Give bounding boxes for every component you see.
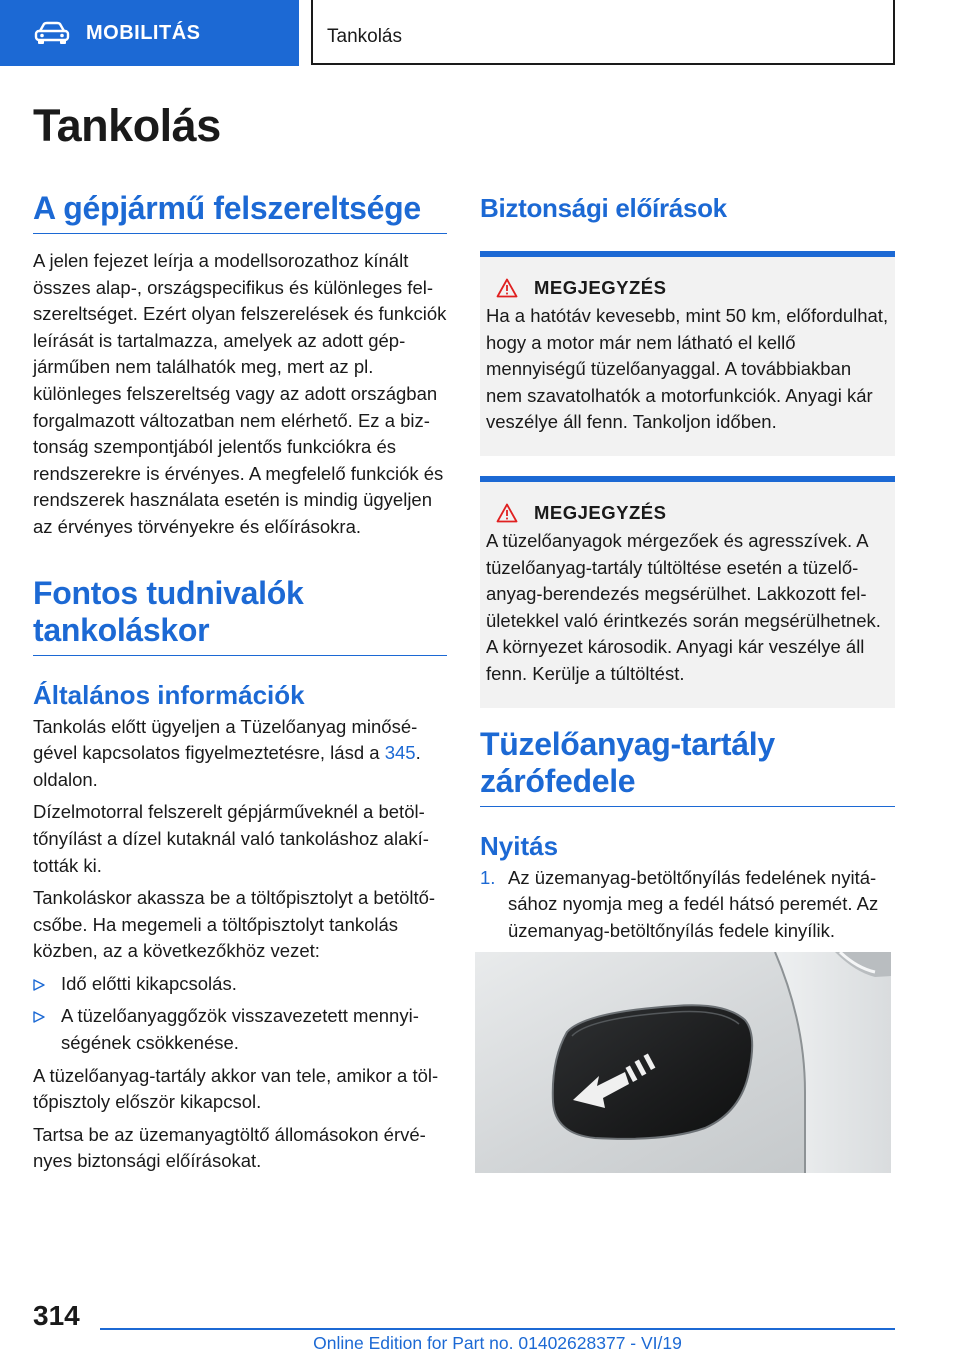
right-column [480,190,895,944]
list-item-text: A tüzelőanyaggőzök visszavezetett mennyiségének csökkenése. [61,1005,419,1054]
fuel-quality-text: Tankolás előtt ügyeljen a Tüzelőanyag minőségével kapcsolatos figyelmeztetésre, lásd a [33,715,418,764]
warning-icon [496,503,518,523]
chapter-label: Tankolás [327,26,402,47]
left-column [33,190,447,1175]
page-number: 314 [33,1300,80,1331]
note-title: MEGJEGYZÉS [534,501,667,523]
note-box [480,251,895,456]
section-label: MOBILITÁS [86,21,201,44]
nozzle-paragraph: Tankoláskor akassza be a töltőpisztolyt a betöltőcsőbe. Ha megemeli a töltőpisztolyt tankolás közben, az a következőkhöz vezet: [33,887,436,962]
opening-steps [480,865,895,945]
note-box [480,476,895,708]
general-info-heading: Általános információk [33,679,305,710]
fuel-quality-paragraph [33,714,447,794]
important-heading: Fontos tudnivalók tankoláskor [33,575,447,656]
step-number: 1. [480,866,496,888]
consequence-list [33,971,447,1057]
safety-heading: Biztonsági előírások [480,193,727,223]
note-text: A tüzelőanyagok mérgezőek és agresszívek. A tüzelőanyag-tartály túltöltése esetén a tüzelőanyag-berendezés megsérülhet. Lakkozott felületekkel való érintkezés során megsérülhetnek. A környezet károsodik. Anyagi kár veszélye áll fenn. Kerülje a túltöltést. [486,529,881,684]
list-item [33,971,447,998]
edition-text: Online Edition for Part no. 01402628377 - VI/19 [313,1333,682,1353]
fuel-quality-text-end: . oldalon. [33,742,421,790]
section-tab[interactable] [0,0,299,66]
equipment-body: A jelen fejezet leírja a modellsorozathoz kínált összes alap-, országspecifikus és különleges felszereltséget. Ezért olyan felszerelések és funkciók leírását is tartalmazza, amelyek az adott gépjárműben nem találhatók meg, mert az pl. különleges felszereltség vagy az adott országban forgalmazott változatban nem elérhető. Ez a biztonság szempontjából jelentős funkciókra és rendszerekre is érvényes. A megfelelő funkciók és rendszerek használata esetén is mindig ügyeljen az érvényes törvényekre és előírásokra. [33,250,447,537]
note-header [486,502,889,524]
triangle-bullet-icon [33,979,45,991]
note-title: MEGJEGYZÉS [534,277,667,298]
page-title: Tankolás [33,100,221,151]
chapter-tab[interactable] [311,0,895,65]
equipment-heading: A gépjármű felszereltsége [33,190,447,234]
fuel-flap-photo [475,952,891,1173]
note-text: Ha a hatótáv kevesebb, mint 50 km, előfordulhat, hogy a motor már nem látható el kellő mennyiségű tüzelőanyaggal. A továbbiakban nem szavatolhatók a motorfunkciók. Anyagi kár veszélye áll fenn. Tankoljon időben. [486,305,889,433]
car-icon [34,21,70,45]
list-item [480,865,895,945]
footer-divider [100,1328,895,1330]
page-link[interactable]: 345 [384,742,416,764]
fuel-flap-heading: Tüzelőanyag-tartály zárófedele [480,726,895,807]
tank-full-paragraph: A tüzelőanyag-tartály akkor van tele, amikor a töltőpisztoly először kikapcsol. [33,1064,439,1113]
page-header [0,0,960,66]
step-text: Az üzemanyag-betöltőnyílás fedelének nyitásához nyomja meg a fedél hátsó peremét. Az üzemanyag-betöltőnyílás fedele kinyílik. [508,866,879,941]
list-item-text: Idő előtti kikapcsolás. [61,972,237,994]
opening-heading: Nyitás [480,830,559,861]
safety-rules-paragraph: Tartsa be az üzemanyagtöltő állomásokon érvényes biztonsági előírásokat. [33,1123,426,1172]
diesel-paragraph: Dízelmotorral felszerelt gépjárműveknél a betöltőnyílást a dízel kutaknál való tankoláshoz alakították ki. [33,801,429,876]
list-item [33,1003,447,1056]
triangle-bullet-icon [33,1011,45,1023]
warning-icon [496,278,518,298]
note-header [486,277,889,299]
